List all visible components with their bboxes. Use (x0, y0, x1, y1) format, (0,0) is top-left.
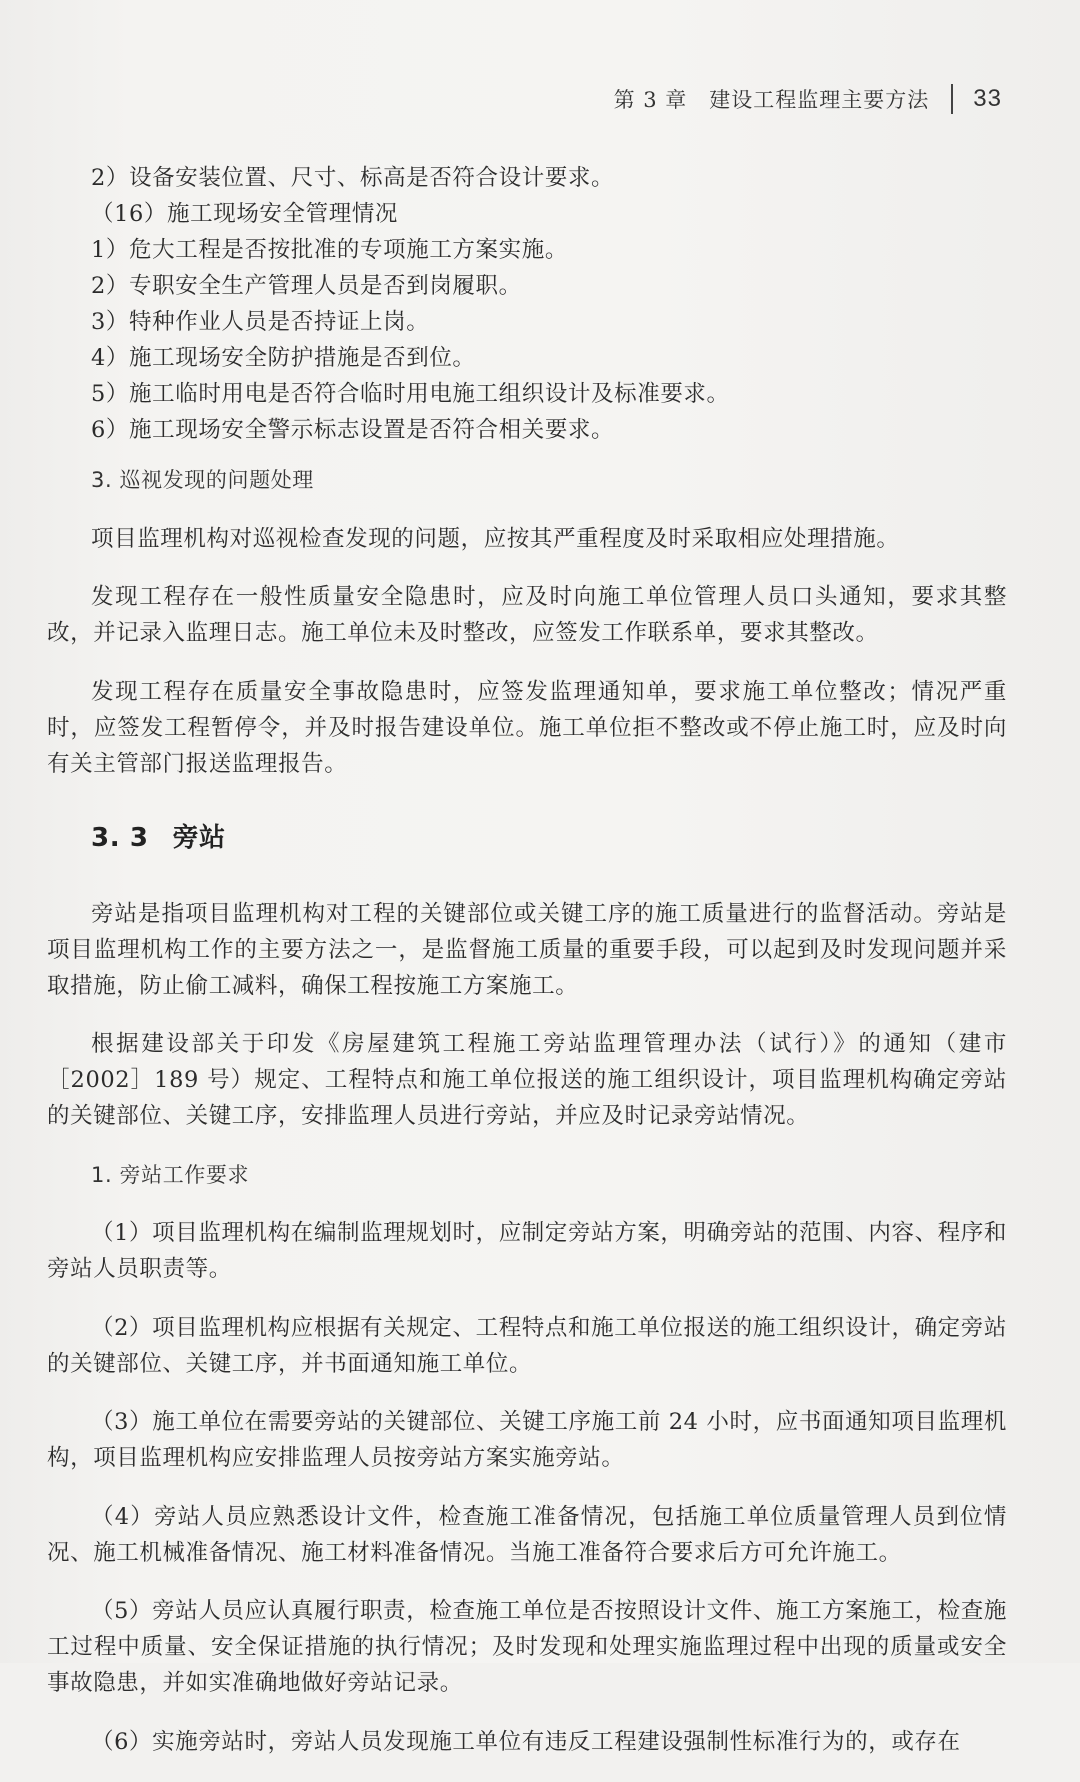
list-item: 2）设备安装位置、尺寸、标高是否符合设计要求。 (91, 165, 615, 191)
section-heading (47, 820, 1007, 856)
section-number: 3. 3 (91, 822, 149, 853)
list-item: 2）专职安全生产管理人员是否到岗履职。 (91, 273, 522, 299)
paragraph: 发现工程存在一般性质量安全隐患时，应及时向施工单位管理人员口头通知，要求其整改，并记录入监理日志。施工单位未及时整改，应签发工作联系单，要求其整改。 (47, 584, 1007, 646)
paragraph: 根据建设部关于印发《房屋建筑工程施工旁站监理管理办法（试行）》的通知（建市［2002］189 号）规定、工程特点和施工单位报送的施工组织设计，项目监理机构确定旁站的关键部位、关键工序，安排监理人员进行旁站，并应及时记录旁站情况。 (47, 1031, 1007, 1129)
subheading: 1. 旁站工作要求 (91, 1162, 250, 1187)
section-title: 旁站 (172, 822, 226, 853)
page-content (47, 160, 1007, 1782)
paragraph: 旁站是指项目监理机构对工程的关键部位或关键工序的施工质量进行的监督活动。旁站是项目监理机构工作的主要方法之一，是监督施工质量的重要手段，可以起到及时发现问题并采取措施，防止偷工减料，确保工程按施工方案施工。 (47, 900, 1007, 999)
header-chapter: 第 3 章 (613, 88, 688, 112)
paragraph: （6）实施旁站时，旁站人员发现施工单位有违反工程建设强制性标准行为的，或存在 (91, 1728, 961, 1755)
paragraph: （1）项目监理机构在编制监理规划时，应制定旁站方案，明确旁站的范围、内容、程序和旁站人员职责等。 (47, 1220, 1007, 1282)
paragraph: （3）施工单位在需要旁站的关键部位、关键工序施工前 24 小时，应书面通知项目监理机构，项目监理机构应安排监理人员按旁站方案实施旁站。 (47, 1409, 1007, 1471)
paragraph: 发现工程存在质量安全事故隐患时，应签发监理通知单，要求施工单位整改；情况严重时，应签发工程暂停令，并及时报告建设单位。施工单位拒不整改或不停止施工时，应及时向有关主管部门报送监理报告。 (47, 678, 1007, 777)
subheading: 3. 巡视发现的问题处理 (91, 468, 314, 492)
running-header (614, 84, 1002, 114)
paragraph: 项目监理机构对巡视检查发现的问题，应按其严重程度及时采取相应处理措施。 (91, 525, 900, 552)
list-item: （16）施工现场安全管理情况 (91, 201, 399, 227)
paragraph: （2）项目监理机构应根据有关规定、工程特点和施工单位报送的施工组织设计，确定旁站的关键部位、关键工序，并书面通知施工单位。 (47, 1314, 1007, 1377)
list-item: 4）施工现场安全防护措施是否到位。 (91, 345, 476, 371)
header-divider (951, 84, 953, 114)
page-number: 33 (973, 85, 1002, 112)
list-item: 1）危大工程是否按批准的专项施工方案实施。 (91, 237, 568, 263)
list-item: 3）特种作业人员是否持证上岗。 (91, 309, 430, 335)
paragraph: （4）旁站人员应熟悉设计文件，检查施工准备情况，包括施工单位质量管理人员到位情况、施工机械准备情况、施工材料准备情况。当施工准备符合要求后方可允许施工。 (47, 1503, 1007, 1566)
paragraph: （5）旁站人员应认真履行职责，检查施工单位是否按照设计文件、施工方案施工，检查施工过程中质量、安全保证措施的执行情况；及时发现和处理实施监理过程中出现的质量或安全事故隐患，并如实准确地做好旁站记录。 (47, 1598, 1007, 1696)
header-title: 建设工程监理主要方法 (709, 88, 930, 112)
list-item: 5）施工临时用电是否符合临时用电施工组织设计及标准要求。 (91, 381, 730, 407)
list-item: 6）施工现场安全警示标志设置是否符合相关要求。 (91, 417, 615, 443)
